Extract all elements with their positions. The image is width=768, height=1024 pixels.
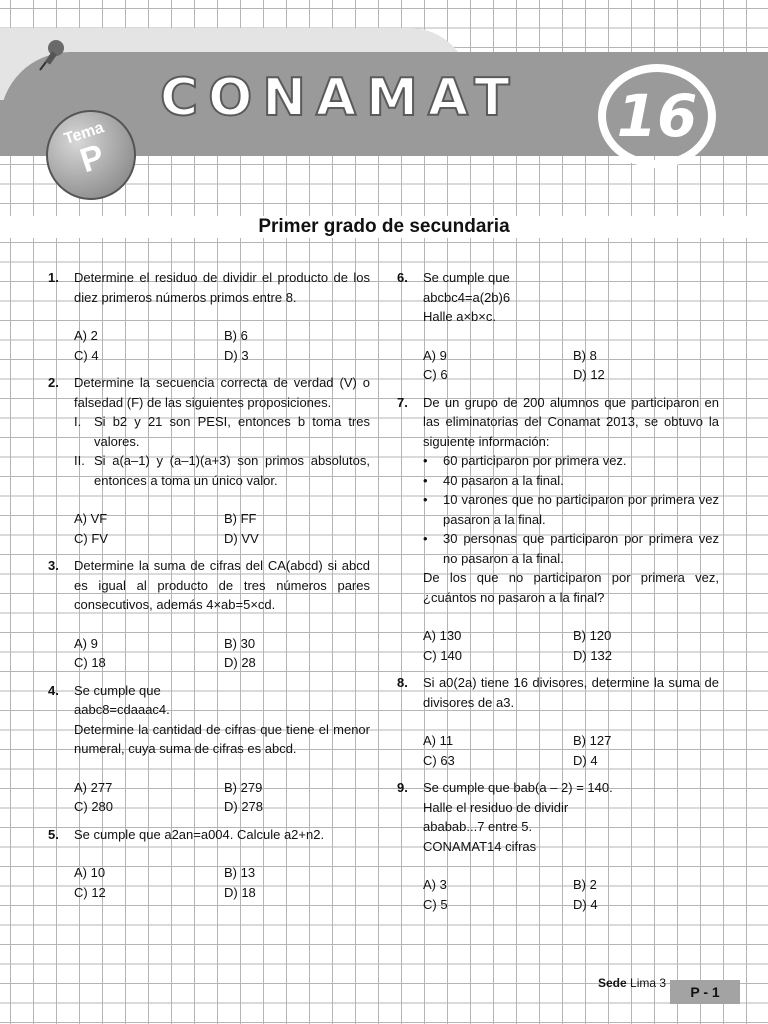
- answer-options: [74, 509, 370, 548]
- question-item: [48, 556, 370, 673]
- question-sub-item: [423, 490, 719, 529]
- question-text: Determine la cantidad de cifras que tiene el menor numeral, cuya suma de cifras es abcd.: [74, 721, 370, 756]
- answer-option: B) 6: [224, 328, 248, 343]
- answer-option: A) 277: [74, 779, 113, 795]
- left-column: [48, 268, 370, 910]
- answer-option: B) 127: [573, 733, 612, 748]
- answer-option: B) 8: [573, 347, 597, 363]
- answer-option: C) 280: [74, 799, 114, 814]
- sub-item-text: 10 varones que no participaron por primera vez pasaron a la final.: [443, 492, 719, 527]
- question-item: [397, 778, 719, 914]
- question-number: 7.: [397, 394, 408, 410]
- answer-option: B) 2: [573, 877, 597, 892]
- answer-option: A) 130: [423, 628, 462, 643]
- answer-options: [74, 863, 370, 902]
- question-item: [397, 268, 719, 385]
- question-text: De los que no participaron por primera vez, ¿cuántos no pasaron a la final?: [423, 570, 719, 605]
- answer-option: B) FF: [224, 511, 257, 526]
- answer-option: D) VV: [224, 530, 259, 546]
- question-text: CONAMAT14 cifras: [423, 838, 537, 854]
- right-column: [397, 268, 719, 922]
- question-item: [48, 681, 370, 817]
- sub-item-marker: I.: [74, 414, 82, 429]
- sub-item-marker: •: [423, 492, 428, 507]
- answer-options: [74, 778, 370, 817]
- question-number: 4.: [48, 682, 59, 698]
- answer-option: C) 6: [423, 367, 448, 382]
- sub-item-marker: •: [423, 472, 428, 488]
- sub-item-marker: II.: [74, 453, 85, 468]
- question-text: Si a0(2a) tiene 16 divisores, determine la suma de divisores de a3.: [423, 675, 719, 710]
- answer-option: A) 10: [74, 865, 106, 880]
- answer-option: A) 2: [74, 328, 98, 343]
- answer-options: [423, 346, 719, 385]
- question-text: Se cumple que: [74, 682, 161, 698]
- answer-options: [74, 634, 370, 673]
- question-text: De un grupo de 200 alumnos que participaron en las eliminatorias del Conamat 2013, se obtuvo la siguiente información:: [423, 394, 719, 449]
- sub-item-marker: •: [423, 531, 428, 546]
- question-text: Se cumple que: [423, 270, 510, 285]
- answer-option: C) 12: [74, 884, 106, 900]
- badge-value: P: [75, 137, 109, 181]
- question-text: Determine la secuencia correcta de verdad (V) o falsedad (F) de las siguientes proposiciones.: [74, 375, 370, 410]
- question-number: 8.: [397, 675, 408, 690]
- question-number: 2.: [48, 375, 59, 390]
- question-number: 1.: [48, 270, 59, 285]
- question-item: [48, 825, 370, 903]
- question-sub-item: [74, 451, 370, 490]
- question-item: [48, 268, 370, 365]
- answer-option: A) 9: [74, 635, 98, 651]
- answer-options: [423, 731, 719, 770]
- question-text: Determine la suma de cifras del CA(abcd) si abcd es igual al producto de tres números pares consecutivos, además 4×ab=5×cd.: [74, 558, 370, 612]
- question-sub-item: [423, 451, 719, 471]
- answer-option: C) 4: [74, 347, 99, 363]
- answer-option: D) 4: [573, 752, 598, 768]
- answer-option: A) 11: [423, 733, 454, 748]
- question-number: 6.: [397, 270, 408, 285]
- answer-option: B) 30: [224, 635, 256, 651]
- question-text: ababab...7 entre 5.: [423, 819, 533, 834]
- conamat-logo: CONAMAT: [160, 68, 520, 128]
- question-sub-item: [423, 471, 719, 491]
- answer-option: D) 278: [224, 799, 264, 814]
- answer-option: C) 5: [423, 896, 448, 912]
- sub-item-text: Si a(a–1) y (a–1)(a+3) son primos absolutos, entonces a toma un único valor.: [94, 453, 370, 488]
- page-title: Primer grado de secundaria: [0, 216, 768, 238]
- question-sub-item: [423, 529, 719, 568]
- badge-label: Tema: [62, 119, 106, 148]
- page-number-tab: P - 1: [670, 980, 740, 1004]
- answer-option: D) 12: [573, 367, 605, 382]
- answer-option: B) 279: [224, 779, 263, 795]
- answer-option: B) 13: [224, 865, 256, 880]
- question-item: [397, 393, 719, 666]
- answer-option: A) VF: [74, 511, 108, 526]
- answer-option: C) 140: [423, 647, 463, 663]
- answer-option: A) 3: [423, 877, 447, 892]
- question-text: aabc8=cdaaac4.: [74, 702, 170, 717]
- answer-options: [74, 326, 370, 365]
- edition-number: 16: [598, 64, 716, 168]
- sub-item-marker: •: [423, 453, 428, 468]
- question-number: 5.: [48, 826, 59, 842]
- question-text: abcbc4=a(2b)6: [423, 289, 511, 305]
- question-number: 3.: [48, 558, 59, 573]
- question-sub-item: [74, 412, 370, 451]
- answer-option: C) 18: [74, 655, 106, 670]
- sub-item-text: Si b2 y 21 son PESI, entonces b toma tres valores.: [94, 414, 370, 449]
- question-text: Se cumple que bab(a – 2) = 140.: [423, 780, 613, 795]
- sub-item-text: 60 participaron por primera vez.: [443, 453, 627, 468]
- question-text: Se cumple que a2an=a004. Calcule a2+n2.: [74, 826, 325, 842]
- answer-option: C) FV: [74, 530, 108, 546]
- answer-option: D) 4: [573, 896, 598, 912]
- sub-item-text: 40 pasaron a la final.: [443, 472, 564, 488]
- answer-option: B) 120: [573, 628, 612, 643]
- question-text: Halle el residuo de dividir: [423, 799, 569, 815]
- answer-option: D) 18: [224, 884, 256, 900]
- footer-sede: Sede Lima 3: [598, 976, 667, 990]
- question-text: Halle a×b×c.: [423, 309, 496, 324]
- answer-options: [423, 875, 719, 914]
- answer-option: C) 63: [423, 752, 455, 768]
- question-number: 9.: [397, 780, 408, 795]
- push-pin-icon: [36, 38, 70, 72]
- answer-option: D) 28: [224, 655, 256, 670]
- question-item: [48, 373, 370, 548]
- answer-option: D) 132: [573, 647, 613, 663]
- question-item: [397, 673, 719, 770]
- question-text: Determine el residuo de dividir el producto de los diez primeros números primos entre 8.: [74, 270, 370, 305]
- answer-options: [423, 626, 719, 665]
- answer-option: A) 9: [423, 347, 447, 363]
- sub-item-text: 30 personas que participaron por primera vez no pasaron a la final.: [443, 531, 719, 566]
- answer-option: D) 3: [224, 347, 249, 363]
